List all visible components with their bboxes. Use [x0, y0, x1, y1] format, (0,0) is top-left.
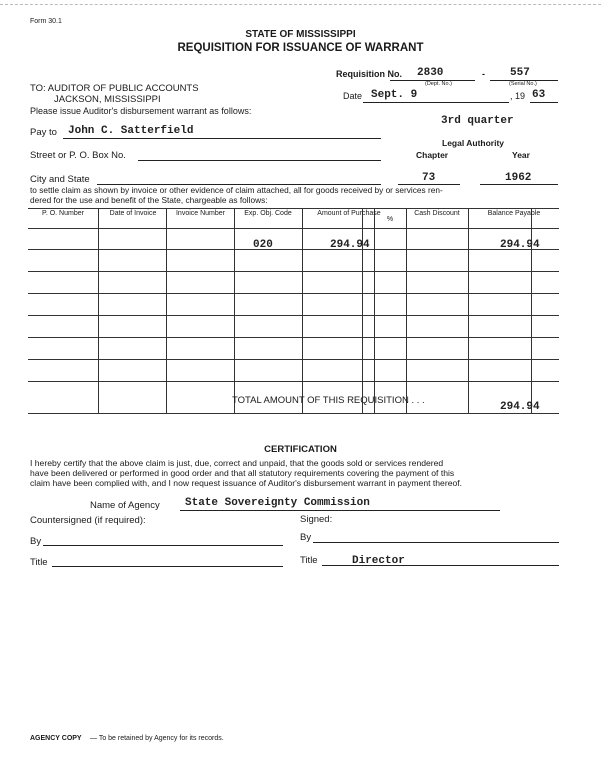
pay-to-value[interactable]: John C. Satterfield: [68, 125, 194, 137]
agency-name-label: Name of Agency: [90, 500, 160, 511]
certification-line3: claim have been complied with, and I now request issuance of Auditor's disbursement warrant in payment thereof.: [30, 478, 463, 488]
purpose-line1: to settle claim as shown by invoice or other evidence of claim attached, all for goods received by or services ren-: [30, 185, 443, 195]
agency-name-value[interactable]: State Sovereignty Commission: [185, 497, 370, 509]
legal-authority-heading: Legal Authority: [442, 138, 505, 148]
title-right-value[interactable]: Director: [352, 555, 405, 567]
by-right-label: By: [300, 532, 312, 543]
chapter-label: Chapter: [416, 150, 449, 160]
signed-label: Signed:: [300, 514, 333, 525]
date-value[interactable]: Sept. 9: [371, 89, 418, 101]
dept-no-caption: (Dept. No.): [425, 81, 452, 87]
top-perforation: [0, 4, 601, 5]
certification-line2: have been delivered or performed in good order and that all statutory requirements covering the payment of this: [30, 468, 455, 478]
agency-name-line: [180, 510, 500, 511]
requisition-label: Requisition No.: [336, 69, 402, 79]
form-number: Form 30.1: [30, 18, 62, 25]
form-title: REQUISITION FOR ISSUANCE OF WARRANT: [177, 42, 424, 54]
by-left-label: By: [30, 536, 42, 547]
warrant-instruction: Please issue Auditor's disbursement warrant as follows:: [30, 106, 252, 116]
purpose-line2: dered for the use and benefit of the State, chargeable as follows:: [30, 195, 268, 205]
certification-heading: CERTIFICATION: [264, 444, 337, 455]
street-label: Street or P. O. Box No.: [30, 150, 126, 161]
state-heading: STATE OF MISSISSIPPI: [245, 29, 356, 40]
col-header-cash-discount: Cash Discount: [414, 210, 460, 217]
agency-copy-note: — To be retained by Agency for its records.: [90, 735, 224, 742]
title-left-line[interactable]: [52, 566, 283, 567]
row1-balance[interactable]: 294.94: [500, 239, 540, 251]
countersigned-label: Countersigned (if required):: [30, 515, 146, 526]
pay-to-label: Pay to: [30, 127, 57, 138]
charges-table: [28, 208, 559, 414]
certification-line1: I hereby certify that the above claim is just, due, correct and unpaid, that the goods sold or services rendered: [30, 458, 444, 468]
col-header-balance-payable: Balance Payable: [487, 210, 541, 217]
pay-to-line: [63, 138, 381, 139]
col-header-invoice-number: Invoice Number: [175, 210, 226, 217]
legal-year-line: [480, 184, 558, 185]
row1-exp-obj-code[interactable]: 020: [253, 239, 273, 251]
year-prefix: , 19: [510, 91, 526, 101]
serial-no-caption: (Serial No.): [509, 81, 537, 87]
addressee-line2: JACKSON, MISSISSIPPI: [54, 94, 161, 105]
agency-copy-label: AGENCY COPY: [30, 735, 82, 742]
year-label: Year: [512, 150, 530, 160]
by-left-line[interactable]: [43, 545, 283, 546]
legal-year-value[interactable]: 1962: [505, 172, 532, 184]
total-value[interactable]: 294.94: [500, 401, 540, 413]
year-value[interactable]: 63: [532, 89, 546, 101]
city-state-label: City and State: [30, 174, 90, 185]
col-header-exp-obj-code: Exp. Obj. Code: [244, 210, 292, 217]
total-label: TOTAL AMOUNT OF THIS REQUISITION . . .: [232, 395, 425, 406]
year-line: [530, 102, 558, 103]
street-line: [138, 160, 381, 161]
dept-no-value[interactable]: 2830: [417, 67, 444, 79]
date-line: [363, 102, 509, 103]
addressee-line1: TO: AUDITOR OF PUBLIC ACCOUNTS: [30, 83, 199, 94]
chapter-value[interactable]: 73: [422, 172, 436, 184]
dept-separator: -: [482, 69, 485, 79]
serial-no-value[interactable]: 557: [510, 67, 530, 79]
by-right-line[interactable]: [313, 542, 559, 543]
title-left-label: Title: [30, 557, 48, 568]
quarter-value[interactable]: 3rd quarter: [441, 115, 514, 127]
col-header-percent: %: [386, 216, 394, 223]
title-right-label: Title: [300, 555, 318, 566]
col-header-amount: Amount of Purchase: [317, 210, 381, 217]
col-header-po-number: P. O. Number: [42, 210, 84, 217]
date-label: Date: [343, 91, 363, 101]
col-header-invoice-date: Date of Invoice: [109, 210, 157, 217]
row1-amount[interactable]: 294.94: [330, 239, 370, 251]
